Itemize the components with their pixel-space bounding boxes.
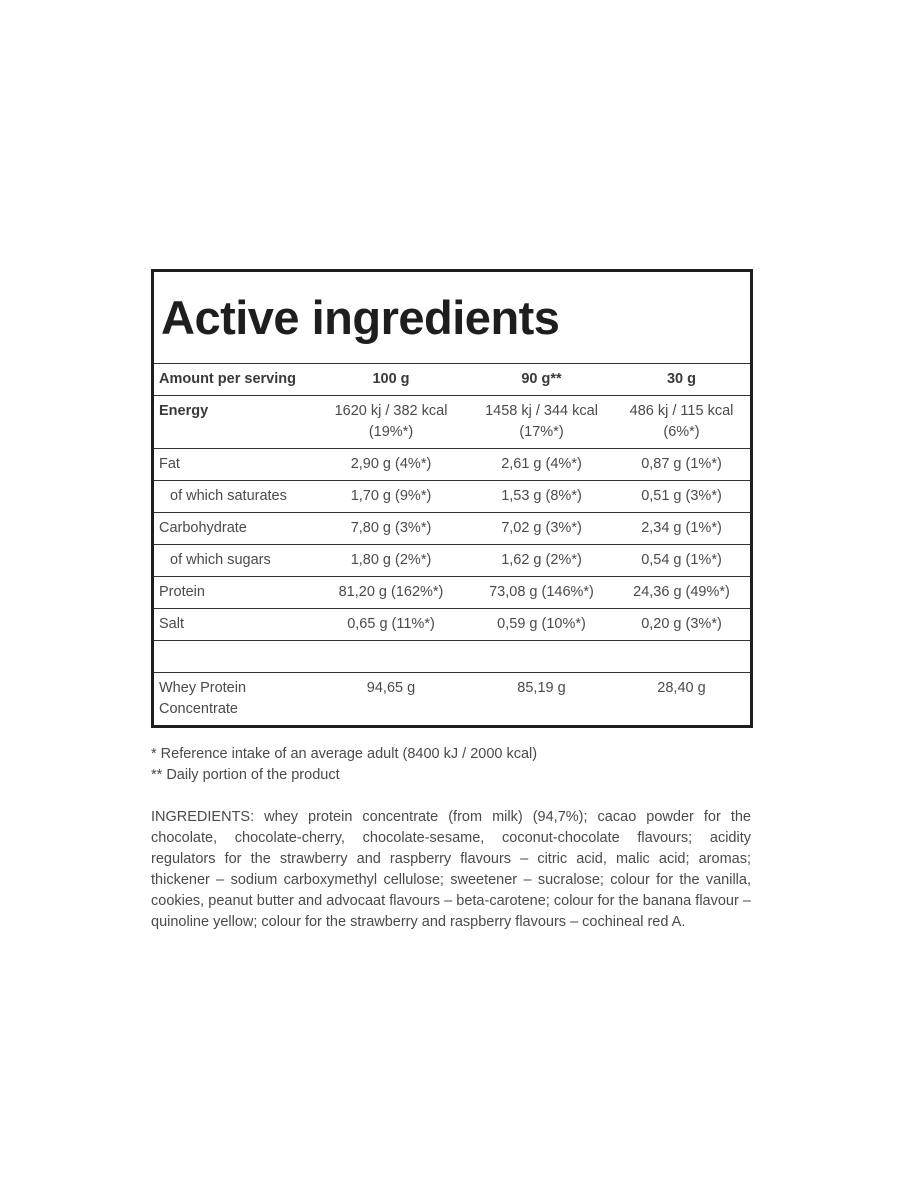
- footnote-daily-portion: ** Daily portion of the product: [151, 767, 340, 783]
- cell-value: 28,40 g: [613, 673, 750, 726]
- cell-value: 2,61 g (4%*): [470, 449, 613, 481]
- cell-value: 0,51 g (3%*): [613, 481, 750, 513]
- cell-value: 1,53 g (8%*): [470, 481, 613, 513]
- cell-value: 0,54 g (1%*): [613, 545, 750, 577]
- row-label-sugars: of which sugars: [154, 545, 312, 577]
- row-label-saturates: of which saturates: [154, 481, 312, 513]
- empty-cell: [470, 641, 613, 673]
- row-label-carbohydrate: Carbohydrate: [154, 513, 312, 545]
- cell-value: 0,59 g (10%*): [470, 609, 613, 641]
- cell-value: 1,62 g (2%*): [470, 545, 613, 577]
- cell-value: 7,80 g (3%*): [312, 513, 470, 545]
- cell-value: 1620 kj / 382 kcal (19%*): [312, 396, 470, 449]
- row-label-energy: Energy: [154, 396, 312, 449]
- table-row: [154, 577, 750, 609]
- cell-value: 0,87 g (1%*): [613, 449, 750, 481]
- cell-value: 0,65 g (11%*): [312, 609, 470, 641]
- cell-value: 2,90 g (4%*): [312, 449, 470, 481]
- ingredients-text: INGREDIENTS: whey protein concentrate (from milk) (94,7%); cacao powder for the chocolate, chocolate-cherry, chocolate-sesame, coconut-chocolate flavours; acidity regulators for the strawberry and raspberry flavours – citric acid, malic acid; aromas; thickener – sodium carboxymethyl cellulose; sweetener – sucralose; colour for the vanilla, cookies, peanut butter and advocaat flavours – beta-carotene; colour for the banana flavour – quinoline yellow; colour for the strawberry and raspberry flavours – cochineal red A.: [151, 809, 751, 930]
- cell-value: 1,80 g (2%*): [312, 545, 470, 577]
- nutrition-panel: [151, 269, 753, 728]
- empty-cell: [312, 641, 470, 673]
- cell-value: 85,19 g: [470, 673, 613, 726]
- header-90g: 90 g**: [521, 371, 562, 387]
- empty-cell: [154, 641, 312, 673]
- cell-value: 486 kj / 115 kcal (6%*): [613, 396, 750, 449]
- header-30g: 30 g: [666, 371, 696, 387]
- table-spacer-row: [154, 641, 750, 673]
- cell-value: 24,36 g (49%*): [613, 577, 750, 609]
- cell-value: 73,08 g (146%*): [470, 577, 613, 609]
- empty-cell: [613, 641, 750, 673]
- table-row: [154, 545, 750, 577]
- cell-value: 2,34 g (1%*): [613, 513, 750, 545]
- cell-value: 81,20 g (162%*): [312, 577, 470, 609]
- cell-value: 0,20 g (3%*): [613, 609, 750, 641]
- table-row: [154, 396, 750, 449]
- row-label-protein: Protein: [154, 577, 312, 609]
- panel-title: Active ingredients: [154, 272, 750, 364]
- cell-value: 1,70 g (9%*): [312, 481, 470, 513]
- table-row: [154, 609, 750, 641]
- cell-value: 1458 kj / 344 kcal (17%*): [470, 396, 613, 449]
- footnotes: [151, 744, 751, 786]
- header-100g: 100 g: [372, 371, 410, 387]
- cell-value: 94,65 g: [312, 673, 470, 726]
- table-header-row: [154, 364, 750, 396]
- header-amount-per-serving: Amount per serving: [159, 371, 296, 387]
- row-label-whey-protein-concentrate: Whey Protein Concentrate: [154, 673, 312, 726]
- nutrition-table: [154, 364, 750, 725]
- table-row: [154, 513, 750, 545]
- table-row: [154, 449, 750, 481]
- row-label-salt: Salt: [154, 609, 312, 641]
- table-row: [154, 481, 750, 513]
- cell-value: 7,02 g (3%*): [470, 513, 613, 545]
- row-label-fat: Fat: [154, 449, 312, 481]
- footnote-reference-intake: * Reference intake of an average adult (8400 kJ / 2000 kcal): [151, 746, 538, 762]
- table-row: [154, 673, 750, 726]
